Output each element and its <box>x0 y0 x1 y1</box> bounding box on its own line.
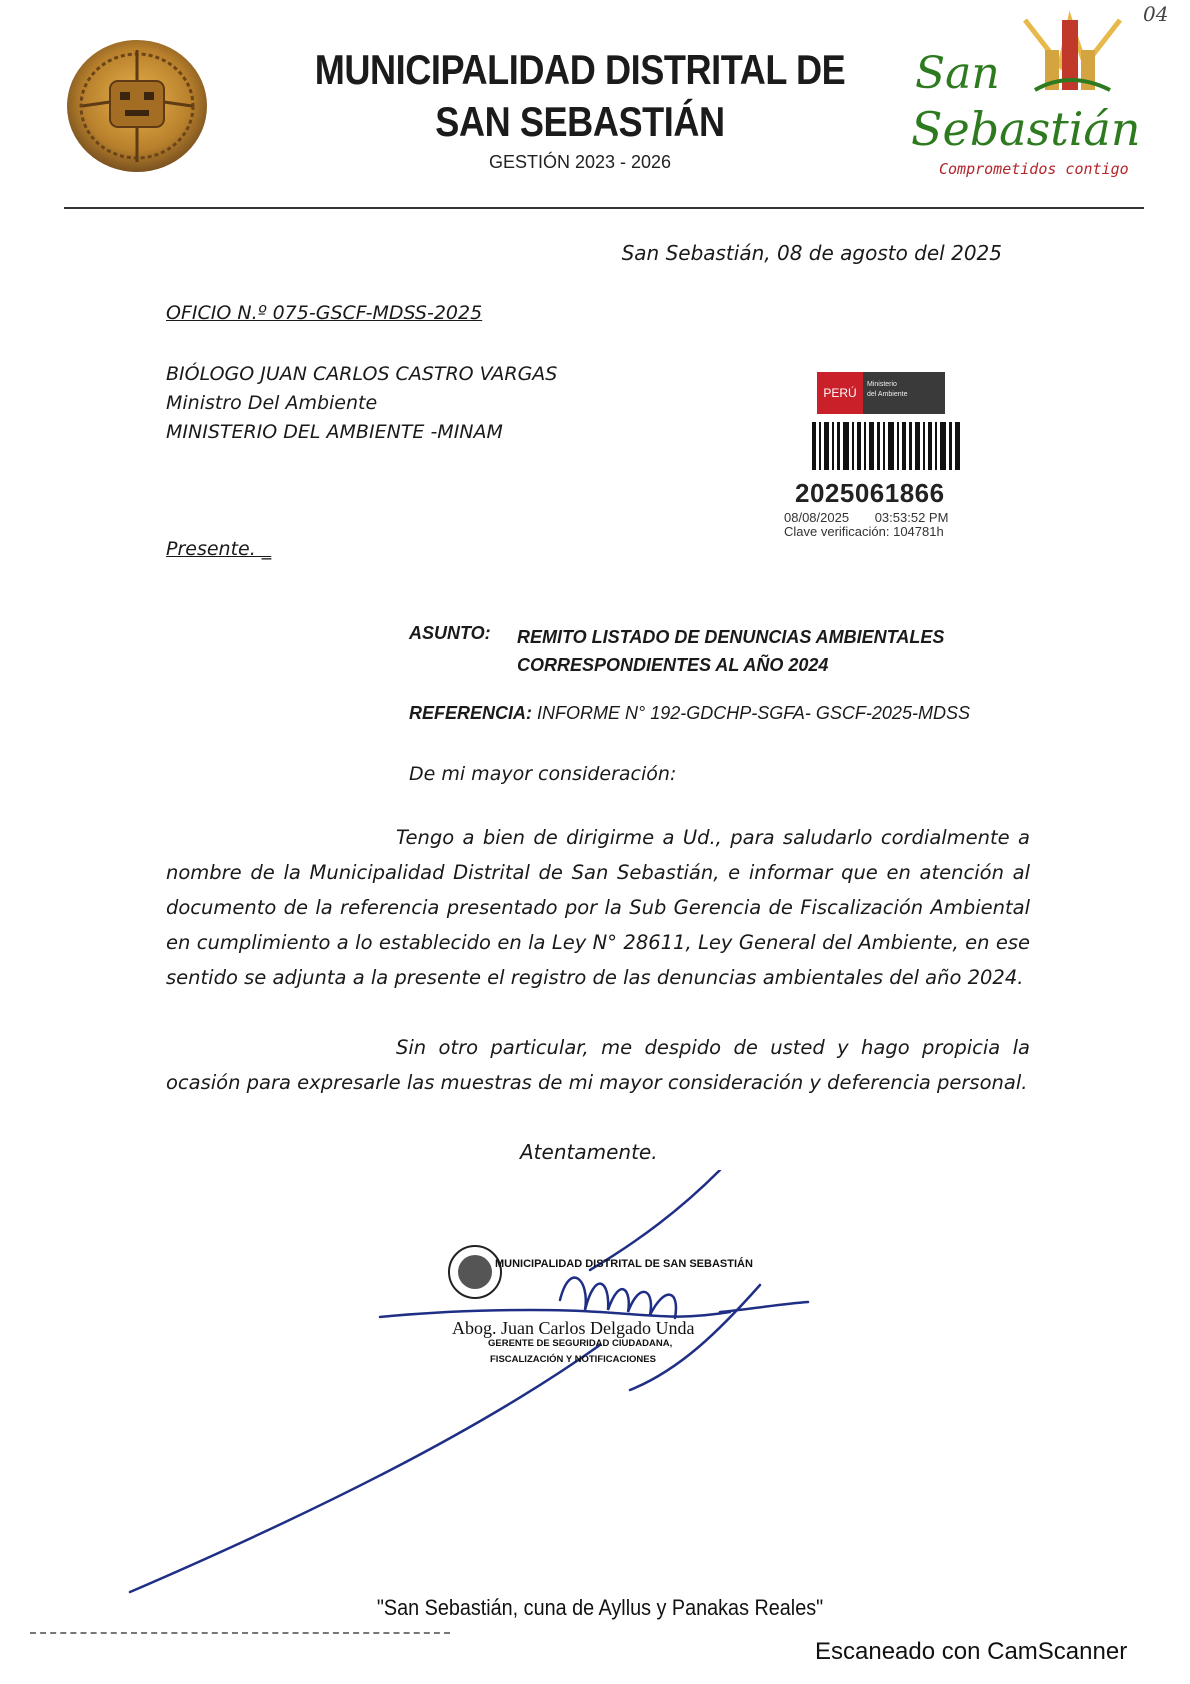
registry-time: 03:53:52 PM <box>874 510 949 525</box>
presente-label: Presente. _ <box>166 538 272 560</box>
brand-tagline: Comprometidos contigo <box>939 160 1129 178</box>
ministry-label-line2: del Ambiente <box>867 391 908 398</box>
referencia-line <box>409 703 970 724</box>
ministry-label <box>867 380 945 400</box>
registry-date: 08/08/2025 <box>784 510 850 525</box>
body-paragraph-2: Sin otro particular, me despido de usted y hago propicia la ocasión para expresarle las muestras de mi mayor consideración y deferencia personal. <box>166 1036 1030 1094</box>
signatory-name: Abog. Juan Carlos Delgado Unda <box>452 1318 695 1338</box>
ministry-logo <box>817 372 945 414</box>
recipient-org: MINISTERIO DEL AMBIENTE -MINAM <box>166 421 503 443</box>
institution-title-line2: SAN SEBASTIÁN <box>435 98 725 145</box>
closing: Atentamente. <box>520 1140 658 1164</box>
ministry-label-line1: Ministerio <box>867 381 897 388</box>
municipal-seal-icon <box>62 36 212 176</box>
brand-word-san: San <box>915 48 1000 99</box>
asunto-value <box>517 623 977 679</box>
registry-timestamp <box>784 511 948 539</box>
signatory-role-line2: FISCALIZACIÓN Y NOTIFICACIONES <box>490 1354 656 1365</box>
footer-divider <box>30 1632 450 1634</box>
barcode-icon <box>812 422 962 470</box>
greeting: De mi mayor consideración: <box>409 763 677 785</box>
recipient-role: Ministro Del Ambiente <box>166 392 378 414</box>
header-divider <box>64 207 1144 209</box>
institution-title <box>313 44 846 148</box>
registry-number: 2025061866 <box>795 478 945 508</box>
recipient-name: BIÓLOGO JUAN CARLOS CASTRO VARGAS <box>166 363 558 385</box>
camscanner-watermark: Escaneado con CamScanner <box>815 1638 1128 1665</box>
peru-label: PERÚ <box>817 372 863 414</box>
administration-period: GESTIÓN 2023 - 2026 <box>488 152 672 172</box>
reception-stamp <box>780 372 1005 542</box>
footer-motto: "San Sebastián, cuna de Ayllus y Panakas Reales" <box>376 1595 824 1620</box>
body-paragraph-1: Tengo a bien de dirigirme a Ud., para saludarlo cordialmente a nombre de la Municipalidad Distrital de San Sebastián, e informar que en atención al documento de la referencia presentado por la Sub Gerencia de Fiscalización Ambiental en cumplimiento a lo establecido en la Ley N° 28611, Ley General del Ambiente, en ese sentido se adjunta a la presente el registro de las denuncias ambientales del año 2024. <box>166 826 1030 989</box>
institution-title-line1: MUNICIPALIDAD DISTRITAL DE <box>314 46 846 93</box>
brand-word-sebastian: Sebastián <box>911 102 1141 156</box>
asunto-line2: CORRESPONDIENTES AL AÑO 2024 <box>517 655 829 675</box>
handwritten-signature-icon <box>120 1170 840 1610</box>
church-tower-icon <box>1015 10 1125 100</box>
referencia-value: INFORME N° 192-GDCHP-SGFA- GSCF-2025-MDSS <box>537 703 970 723</box>
asunto-label: ASUNTO: <box>409 623 491 643</box>
signature-stamp-org: MUNICIPALIDAD DISTRITAL DE SAN SEBASTIÁN <box>495 1258 753 1270</box>
verification-code: Clave verificación: 104781h <box>784 524 944 539</box>
san-sebastian-brand-logo <box>905 10 1141 185</box>
asunto-line1: REMITO LISTADO DE DENUNCIAS AMBIENTALES <box>517 627 945 647</box>
oficio-number: OFICIO N.º 075-GSCF-MDSS-2025 <box>166 302 483 324</box>
recipient-block <box>166 360 557 447</box>
page-number: 04 <box>1143 2 1169 26</box>
referencia-label: REFERENCIA: <box>409 703 533 723</box>
signatory-role-line1: GERENTE DE SEGURIDAD CIUDADANA, <box>488 1338 673 1349</box>
letter-date: San Sebastián, 08 de agosto del 2025 <box>621 241 1002 265</box>
